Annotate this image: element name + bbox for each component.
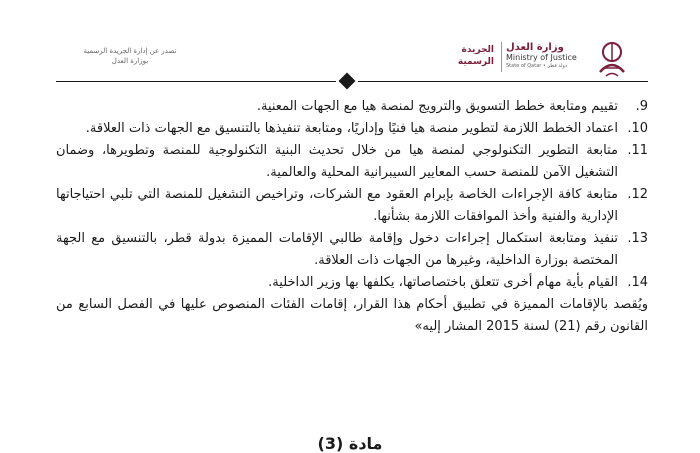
article-heading: مادة (3) — [317, 434, 383, 453]
gazette-title — [434, 44, 494, 68]
item-number: .14 — [627, 275, 648, 290]
page-header — [0, 0, 700, 80]
item-text: اعتماد الخطط اللازمة لتطوير منصة هيا فنيًا وإداريًا، ومتابعة تنفيذها بالتنسيق مع الجهات ذات العلاقة. — [85, 121, 618, 136]
item-text: تقييم ومتابعة خطط التسويق والترويج لمنصة هيا مع الجهات المعنية. — [256, 99, 618, 114]
logo-separator — [501, 42, 502, 72]
item-number: .9 — [635, 99, 648, 114]
ministry-name-english: Ministry of Justice — [506, 53, 577, 62]
list-item — [56, 118, 648, 140]
list-item — [56, 184, 648, 228]
document-body — [56, 96, 648, 338]
item-text: متابعة كافة الإجراءات الخاصة بإبرام العقود مع الشركات، وتراخيص التشغيل للمنصة التي تلبي احتياجاتها الإدارية والفنية وأخذ الموافقات اللازمة بشأنها. — [56, 187, 618, 224]
qatar-emblem-icon — [594, 38, 630, 78]
ministry-name-arabic: وزارة العدل — [506, 42, 564, 53]
item-text: متابعة التطوير التكنولوجي لمنصة هيا من خلال تحديث البنية التكنولوجية للمنصة وتطويرها، وضمان التشغيل الآمن للمنصة حسب المعايير السيبرانية المحلية والعالمية. — [56, 143, 618, 180]
item-number: .13 — [627, 231, 648, 246]
item-number: .11 — [627, 143, 648, 158]
list-item — [56, 96, 648, 118]
issuer-line-1: تصدر عن إدارة الجريدة الرسمية — [83, 47, 177, 55]
item-text: تنفيذ ومتابعة استكمال إجراءات دخول وإقامة طالبي الإقامات المميزة بدولة قطر، بالتنسيق مع الجهة المختصة بوزارة الداخلية، وغيرها من الجهات ذات العلاقة. — [56, 231, 618, 268]
header-rule-right — [358, 81, 648, 82]
gazette-title-line-2: الرسمية — [457, 57, 494, 67]
header-rule-left — [56, 81, 336, 82]
item-text: القيام بأية مهام أخرى تتعلق باختصاصاتها، يكلفها بها وزير الداخلية. — [268, 275, 618, 290]
list-item — [56, 140, 648, 184]
item-number: .12 — [627, 187, 648, 202]
item-number: .10 — [627, 121, 648, 136]
gazette-logo — [420, 38, 630, 78]
ministry-name — [506, 42, 586, 70]
issuer-line-2: بوزارة العدل — [111, 57, 149, 65]
list-item — [56, 228, 648, 272]
list-item — [56, 272, 648, 294]
gazette-title-line-1: الجريدة — [461, 45, 494, 55]
issuer-note — [60, 46, 200, 66]
closing-paragraph: ويُقصد بالإقامات المميزة في تطبيق أحكام هذا القرار، إقامات الفئات المنصوص عليها في الفصل السابع من القانون رقم (21) لسنة 2015 المشار إليه» — [56, 297, 648, 334]
state-of-qatar-label: State of Qatar • دولة قطر — [506, 63, 568, 69]
diamond-ornament-icon — [339, 73, 356, 90]
